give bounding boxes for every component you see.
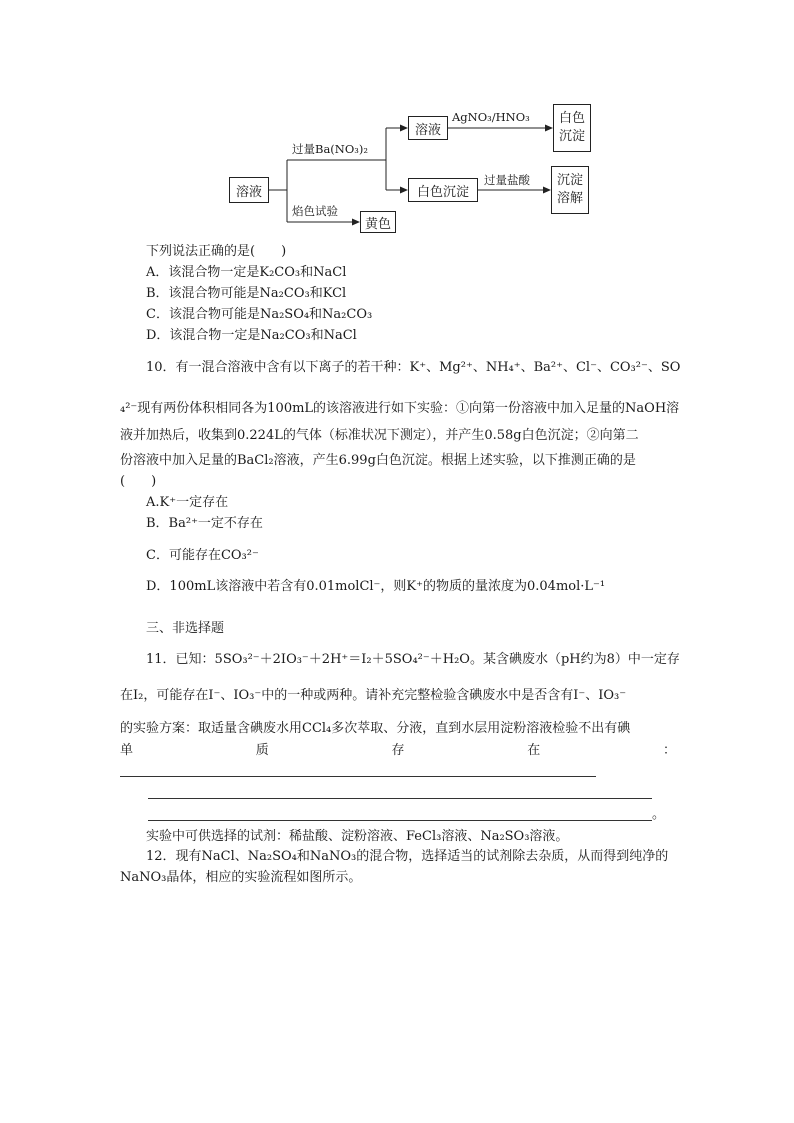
q11-stem-line4 <box>120 742 676 760</box>
section-heading-non-choice: 三、非选择题 <box>146 621 225 636</box>
answer-blank-line-1[interactable] <box>120 776 596 777</box>
q9-option-b: B．该混合物可能是Na₂CO₃和KCl <box>146 286 347 301</box>
yellow-flame-box <box>360 211 396 233</box>
start-solution-label: 溶液 <box>235 184 262 200</box>
q11-word-2: 质 <box>255 743 269 758</box>
q11-word-3: 存 <box>391 743 405 758</box>
q9-stem: 下列说法正确的是( ) <box>146 244 287 259</box>
q10-option-d: D．100mL该溶液中若含有0.01molCl⁻，则K⁺的物质的量浓度为0.04mol·L⁻¹ <box>146 579 606 594</box>
precipitate-dissolves-line1: 沉淀 <box>556 173 583 188</box>
q12-stem-line1: 12．现有NaCl、Na₂SO₄和NaNO₃的混合物，选择适当的试剂除去杂质，从而得到纯净的 <box>146 849 669 864</box>
q11-word-4: 在 <box>527 743 541 758</box>
start-solution-box <box>229 177 269 203</box>
q11-stem-line3: 的实验方案：取适量含碘废水用CCl₄多次萃取、分液，直到水层用淀粉溶液检验不出有碘 <box>120 721 631 736</box>
yellow-flame-label: 黄色 <box>364 216 391 232</box>
silver-nitrate-acid-label: AgNO₃/HNO₃ <box>452 110 530 124</box>
flame-test-label: 焰色试验 <box>292 204 338 218</box>
q10-option-b: B．Ba²⁺一定不存在 <box>146 516 263 531</box>
excess-hydrochloric-acid-label: 过量盐酸 <box>484 173 530 187</box>
precipitate-dissolves-line2: 溶解 <box>556 191 583 206</box>
q12-stem-line2: NaNO₃晶体，相应的实验流程如图所示。 <box>120 870 362 885</box>
q10-stem-line1: 10．有一混合溶液中含有以下离子的若干种：K⁺、Mg²⁺、NH₄⁺、Ba²⁺、Cl⁻、CO₃²⁻、SO <box>146 360 681 375</box>
answer-blank-line-2[interactable] <box>148 798 652 799</box>
q9-option-c: C．该混合物可能是Na₂SO₄和Na₂CO₃ <box>146 307 373 322</box>
filtrate-solution-label: 溶液 <box>414 122 441 138</box>
q10-option-c: C．可能存在CO₃²⁻ <box>146 548 259 563</box>
q10-option-a: A.K⁺一定存在 <box>146 495 229 510</box>
filtrate-solution-box <box>408 116 448 140</box>
q11-word-5: ： <box>662 743 676 758</box>
q10-stem-line4: 份溶液中加入足量的BaCl₂溶液，产生6.99g白色沉淀。根据上述实验，以下推测正确的是 <box>120 453 636 468</box>
white-precipitate-box-1 <box>553 104 591 152</box>
q11-stem-line2: 在I₂，可能存在I⁻、IO₃⁻中的一种或两种。请补充完整检验含碘废水中是否含有I⁻、IO₃⁻ <box>120 688 627 703</box>
white-precipitate-1-line2: 沉淀 <box>558 129 585 144</box>
q10-stem-line5: ( ) <box>120 474 157 489</box>
white-precipitate-1-line1: 白色 <box>558 111 585 126</box>
white-precipitate-box-2 <box>408 178 478 202</box>
precipitate-dissolves-box <box>551 166 589 214</box>
q9-option-a: A．该混合物一定是K₂CO₃和NaCl <box>146 265 347 280</box>
answer-blank-line-3[interactable] <box>148 820 652 821</box>
white-precipitate-2-label: 白色沉淀 <box>416 184 469 200</box>
excess-barium-nitrate-label: 过量Ba(NO₃)₂ <box>292 142 368 156</box>
q10-stem-line3: 液并加热后，收集到0.224L的气体（标准状况下测定），并产生0.58g白色沉淀；②向第二 <box>120 428 639 443</box>
q11-stem-line1: 11．已知：5SO₃²⁻＋2IO₃⁻＋2H⁺＝I₂＋5SO₄²⁻＋H₂O。某含碘废水（pH约为8）中一定存 <box>146 652 680 667</box>
q11-word-1: 单 <box>120 743 134 758</box>
q11-available-reagents: 实验中可供选择的试剂：稀盐酸、淀粉溶液、FeCl₃溶液、Na₂SO₃溶液。 <box>146 829 569 844</box>
flow-connector-lines <box>0 0 794 260</box>
q9-option-d: D．该混合物一定是Na₂CO₃和NaCl <box>146 328 357 343</box>
answer-end-mark: 。 <box>652 807 666 822</box>
q10-stem-line2: ₄²⁻现有两份体积相同各为100mL的该溶液进行如下实验：①向第一份溶液中加入足量的NaOH溶 <box>120 401 680 416</box>
